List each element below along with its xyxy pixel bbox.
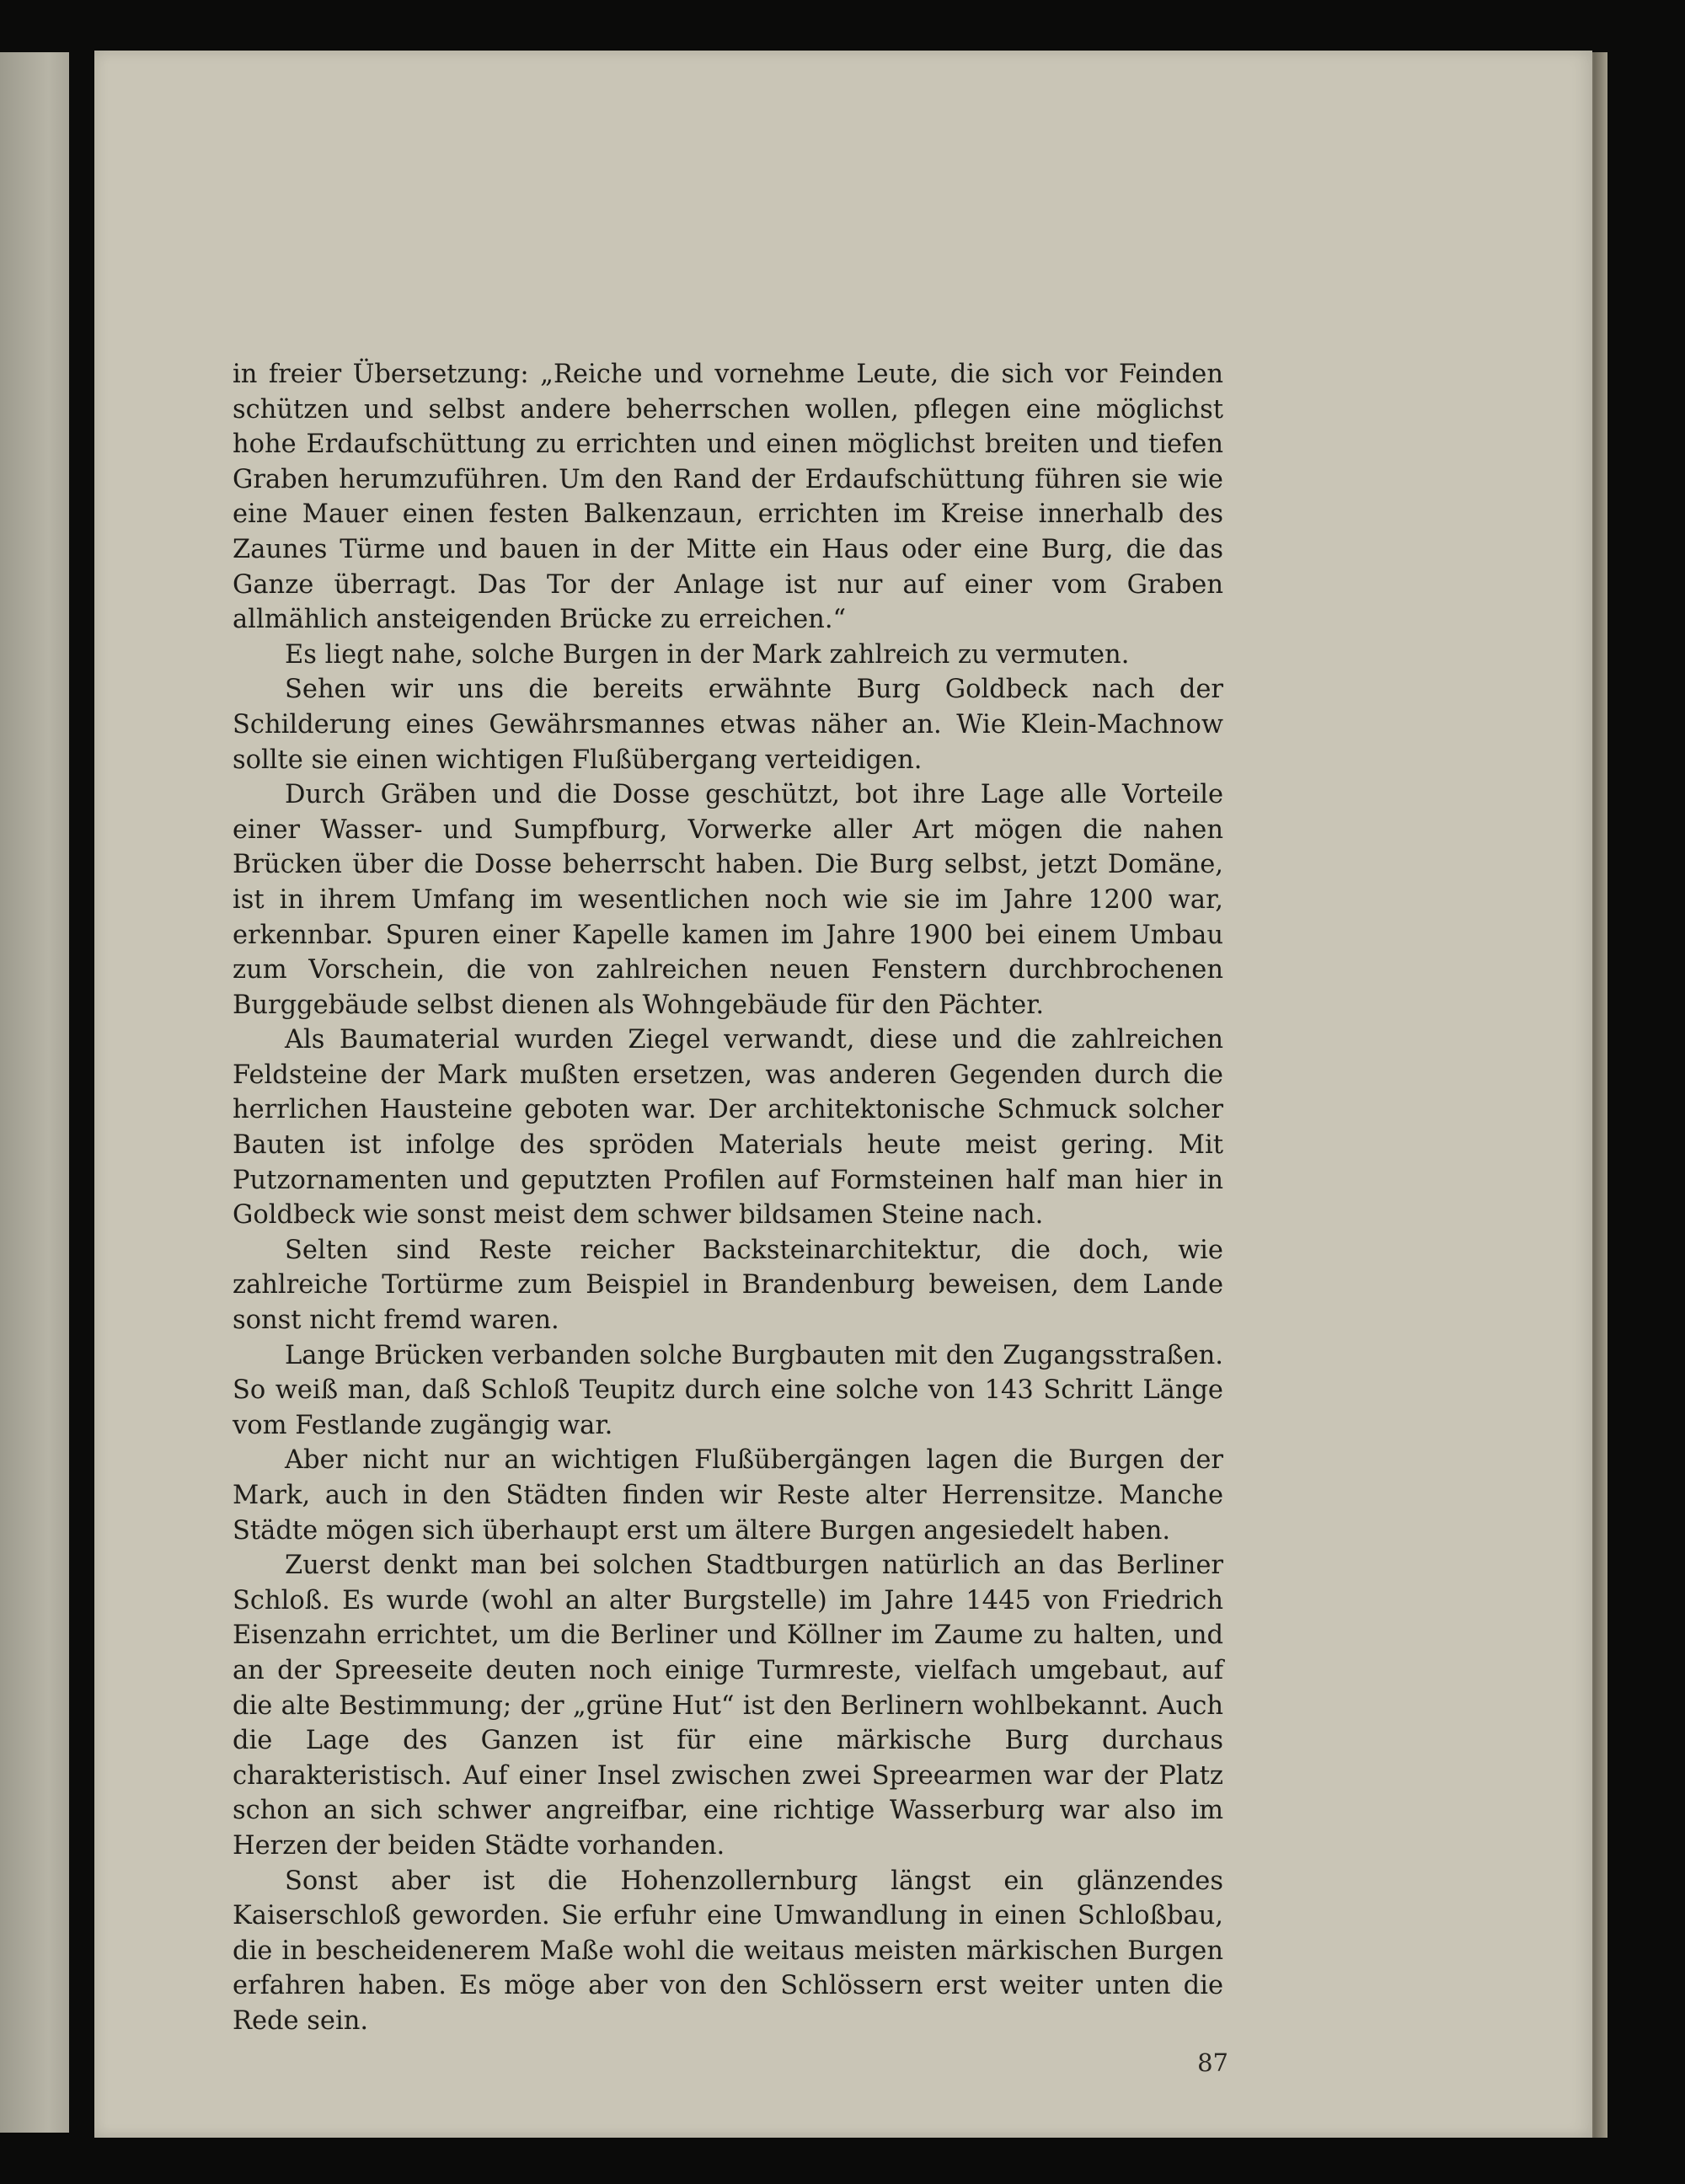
paragraph: Durch Gräben und die Dosse geschützt, bot ihre Lage alle Vorteile einer Wasser- und Sumpfburg, Vorwerke aller Art mögen die nahen Brücken über die Dosse beherrscht haben. Die Burg selbst, jetzt Domäne, ist in ihrem Umfang im wesentlichen noch wie sie im Jahre 1200 war, erkennbar. Spuren einer Kapelle kamen im Jahre 1900 bei einem Umbau zum Vorschein, die von zahlreichen neuen Fenstern durchbrochenen Burggebäude selbst dienen als Wohngebäude für den Pächter. [233,780,1223,1020]
adjacent-page-edge [0,52,69,2133]
paragraph: Zuerst denkt man bei solchen Stadtburgen natürlich an das Berliner Schloß. Es wurde (wohl an alter Burgstelle) im Jahre 1445 von Friedrich Eisenzahn errichtet, um die Berliner und Köllner im Zaume zu halten, und an der Spreeseite deuten noch einige Turmreste, vielfach umgebaut, auf die alte Bestimmung; der „grüne Hut“ ist den Berlinern wohlbekannt. Auch die Lage des Ganzen ist für eine märkische Burg durchaus charakteristisch. Auf einer Insel zwischen zwei Spreearmen war der Platz schon an sich schwer angreifbar, eine richtige Wasserburg war also im Herzen der beiden Städte vorhanden. [233,1551,1223,1861]
paragraph: in freier Übersetzung: „Reiche und vornehme Leute, die sich vor Feinden schützen und selbst andere beherrschen wollen, pflegen eine möglichst hohe Erdaufschüttung zu errichten und einen möglichst breiten und tiefen Graben herumzuführen. Um den Rand der Erdaufschüttung führen sie wie eine Mauer einen festen Balkenzaun, errichten im Kreise innerhalb des Zaunes Türme und bauen in der Mitte ein Haus oder eine Burg, die das Ganze überragt. Das Tor der Anlage ist nur auf einer vom Graben allmählich ansteigenden Brücke zu erreichen.“ [233,360,1223,635]
paragraph: Lange Brücken verbanden solche Burgbauten mit den Zugangsstraßen. So weiß man, daß Schloß Teupitz durch eine solche von 143 Schritt Länge vom Festlande zugängig war. [233,1340,1223,1440]
paragraph: Als Baumaterial wurden Ziegel verwandt, diese und die zahlreichen Feldsteine der Mark mußten ersetzen, was anderen Gegenden durch die herrlichen Hausteine geboten war. Der architektonische Schmuck solcher Bauten ist infolge des spröden Materials heute meist gering. Mit Putzornamenten und geputzten Profilen auf Formsteinen half man hier in Goldbeck wie sonst meist dem schwer bildsamen Steine nach. [233,1025,1223,1231]
paragraph: Es liegt nahe, solche Burgen in der Mark zahlreich zu vermuten. [285,639,1130,670]
paragraph: Sonst aber ist die Hohenzollernburg längst ein glänzendes Kaiserschloß geworden. Sie erfuhr eine Umwandlung in einen Schloßbau, die in bescheidenerem Maße wohl die weitaus meisten märkischen Burgen erfahren haben. Es möge aber von den Schlössern erst weiter unten die Rede sein. [233,1866,1223,2036]
paragraph: Selten sind Reste reicher Backsteinarchitektur, die doch, wie zahlreiche Tortürme zum Beispiel in Brandenburg beweisen, dem Lande sonst nicht fremd waren. [233,1235,1223,1336]
paragraph: Sehen wir uns die bereits erwähnte Burg Goldbeck nach der Schilderung eines Gewährsmannes etwas näher an. Wie Klein-Machnow sollte sie einen wichtigen Flußübergang verteidigen. [233,675,1223,775]
paragraph: Aber nicht nur an wichtigen Flußübergängen lagen die Burgen der Mark, auch in den Städten finden wir Reste alter Herrensitze. Manche Städte mögen sich überhaupt erst um ältere Burgen angesiedelt haben. [233,1445,1223,1546]
body-text [233,357,1223,2039]
page-number: 87 [1197,2048,1228,2077]
